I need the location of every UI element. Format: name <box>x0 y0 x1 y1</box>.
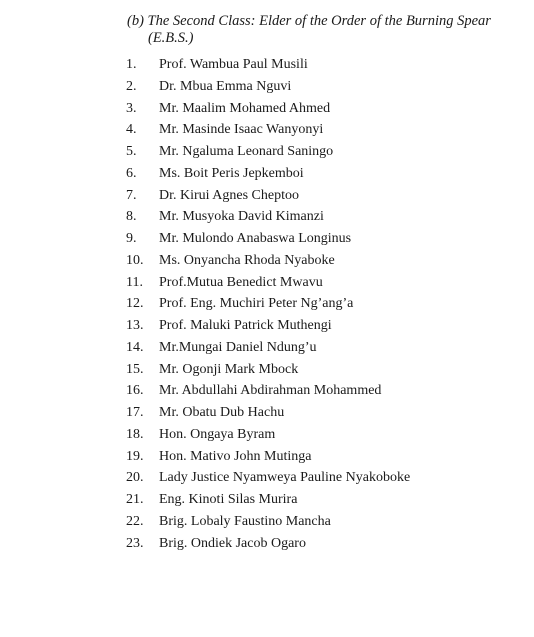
list-item-name: Lady Justice Nyamweya Pauline Nyakoboke <box>159 470 411 486</box>
list-item-name: Prof. Wambua Paul Musili <box>159 57 308 72</box>
list-item-number: 4. <box>126 122 137 138</box>
list-item-name: Eng. Kinoti Silas Murira <box>159 492 298 507</box>
list-item-number: 18. <box>126 426 144 442</box>
list-item-name: Mr. Ngaluma Leonard Saningo <box>159 144 334 159</box>
list-item-name: Hon. Ongaya Byram <box>159 426 276 442</box>
list-item-name: Hon. Mativo John Mutinga <box>159 448 312 464</box>
list-item-name: Mr. Ogonji Mark Mbock <box>159 361 299 377</box>
list-item-name: Mr. Maalim Mohamed Ahmed <box>159 100 331 116</box>
list-item-number: 6. <box>126 165 137 181</box>
list-item-number: 23. <box>126 535 144 551</box>
list-item-name: Brig. Lobaly Faustino Mancha <box>159 513 331 529</box>
list-item-name: Dr. Kirui Agnes Cheptoo <box>159 187 299 203</box>
list-item-name: Mr.Mungai Daniel Ndung’u <box>159 339 317 355</box>
list-item-number: 9. <box>126 231 137 246</box>
list-item-number: 13. <box>126 318 144 333</box>
list-item-number: 14. <box>126 339 144 355</box>
list-item-number: 1. <box>126 57 137 72</box>
list-item-name: Brig. Ondiek Jacob Ogaro <box>159 535 306 551</box>
list-item-number: 15. <box>126 361 144 377</box>
list-item-name: Mr. Masinde Isaac Wanyonyi <box>159 122 324 138</box>
section-heading <box>127 13 527 47</box>
list-item-name: Mr. Abdullahi Abdirahman Mohammed <box>159 383 382 399</box>
list-item-number: 19. <box>126 448 144 464</box>
list-item-name: Ms. Onyancha Rhoda Nyaboke <box>159 252 335 268</box>
list-item-number: 7. <box>126 187 137 203</box>
list-item-number: 3. <box>126 100 137 116</box>
list-item-name: Prof. Maluki Patrick Muthengi <box>159 318 332 333</box>
list-item-number: 20. <box>126 470 144 486</box>
list-item-number: 10. <box>126 252 144 268</box>
section-heading-abbreviation: (E.B.S.) <box>148 30 194 46</box>
list-item-number: 2. <box>126 78 137 94</box>
list-item-name: Mr. Mulondo Anabaswa Longinus <box>159 231 352 246</box>
list-item-name: Prof. Eng. Muchiri Peter Ng’ang’a <box>159 296 354 312</box>
list-item-number: 22. <box>126 513 144 529</box>
list-item-number: 12. <box>126 296 144 312</box>
list-item-name: Ms. Boit Peris Jepkemboi <box>159 165 304 181</box>
list-item-number: 5. <box>126 144 137 159</box>
list-item-name: Dr. Mbua Emma Nguvi <box>159 78 292 94</box>
section-heading-title: (b) The Second Class: Elder of the Order of the Burning Spear <box>127 13 491 29</box>
list-item-number: 16. <box>126 383 144 399</box>
list-item-name: Mr. Obatu Dub Hachu <box>159 405 285 420</box>
list-item-name: Prof.Mutua Benedict Mwavu <box>159 274 323 290</box>
list-item-name: Mr. Musyoka David Kimanzi <box>159 209 324 225</box>
list-item-number: 11. <box>126 274 143 290</box>
list-item-number: 21. <box>126 492 144 507</box>
list-item-number: 8. <box>126 209 137 225</box>
list-item-number: 17. <box>126 405 144 420</box>
